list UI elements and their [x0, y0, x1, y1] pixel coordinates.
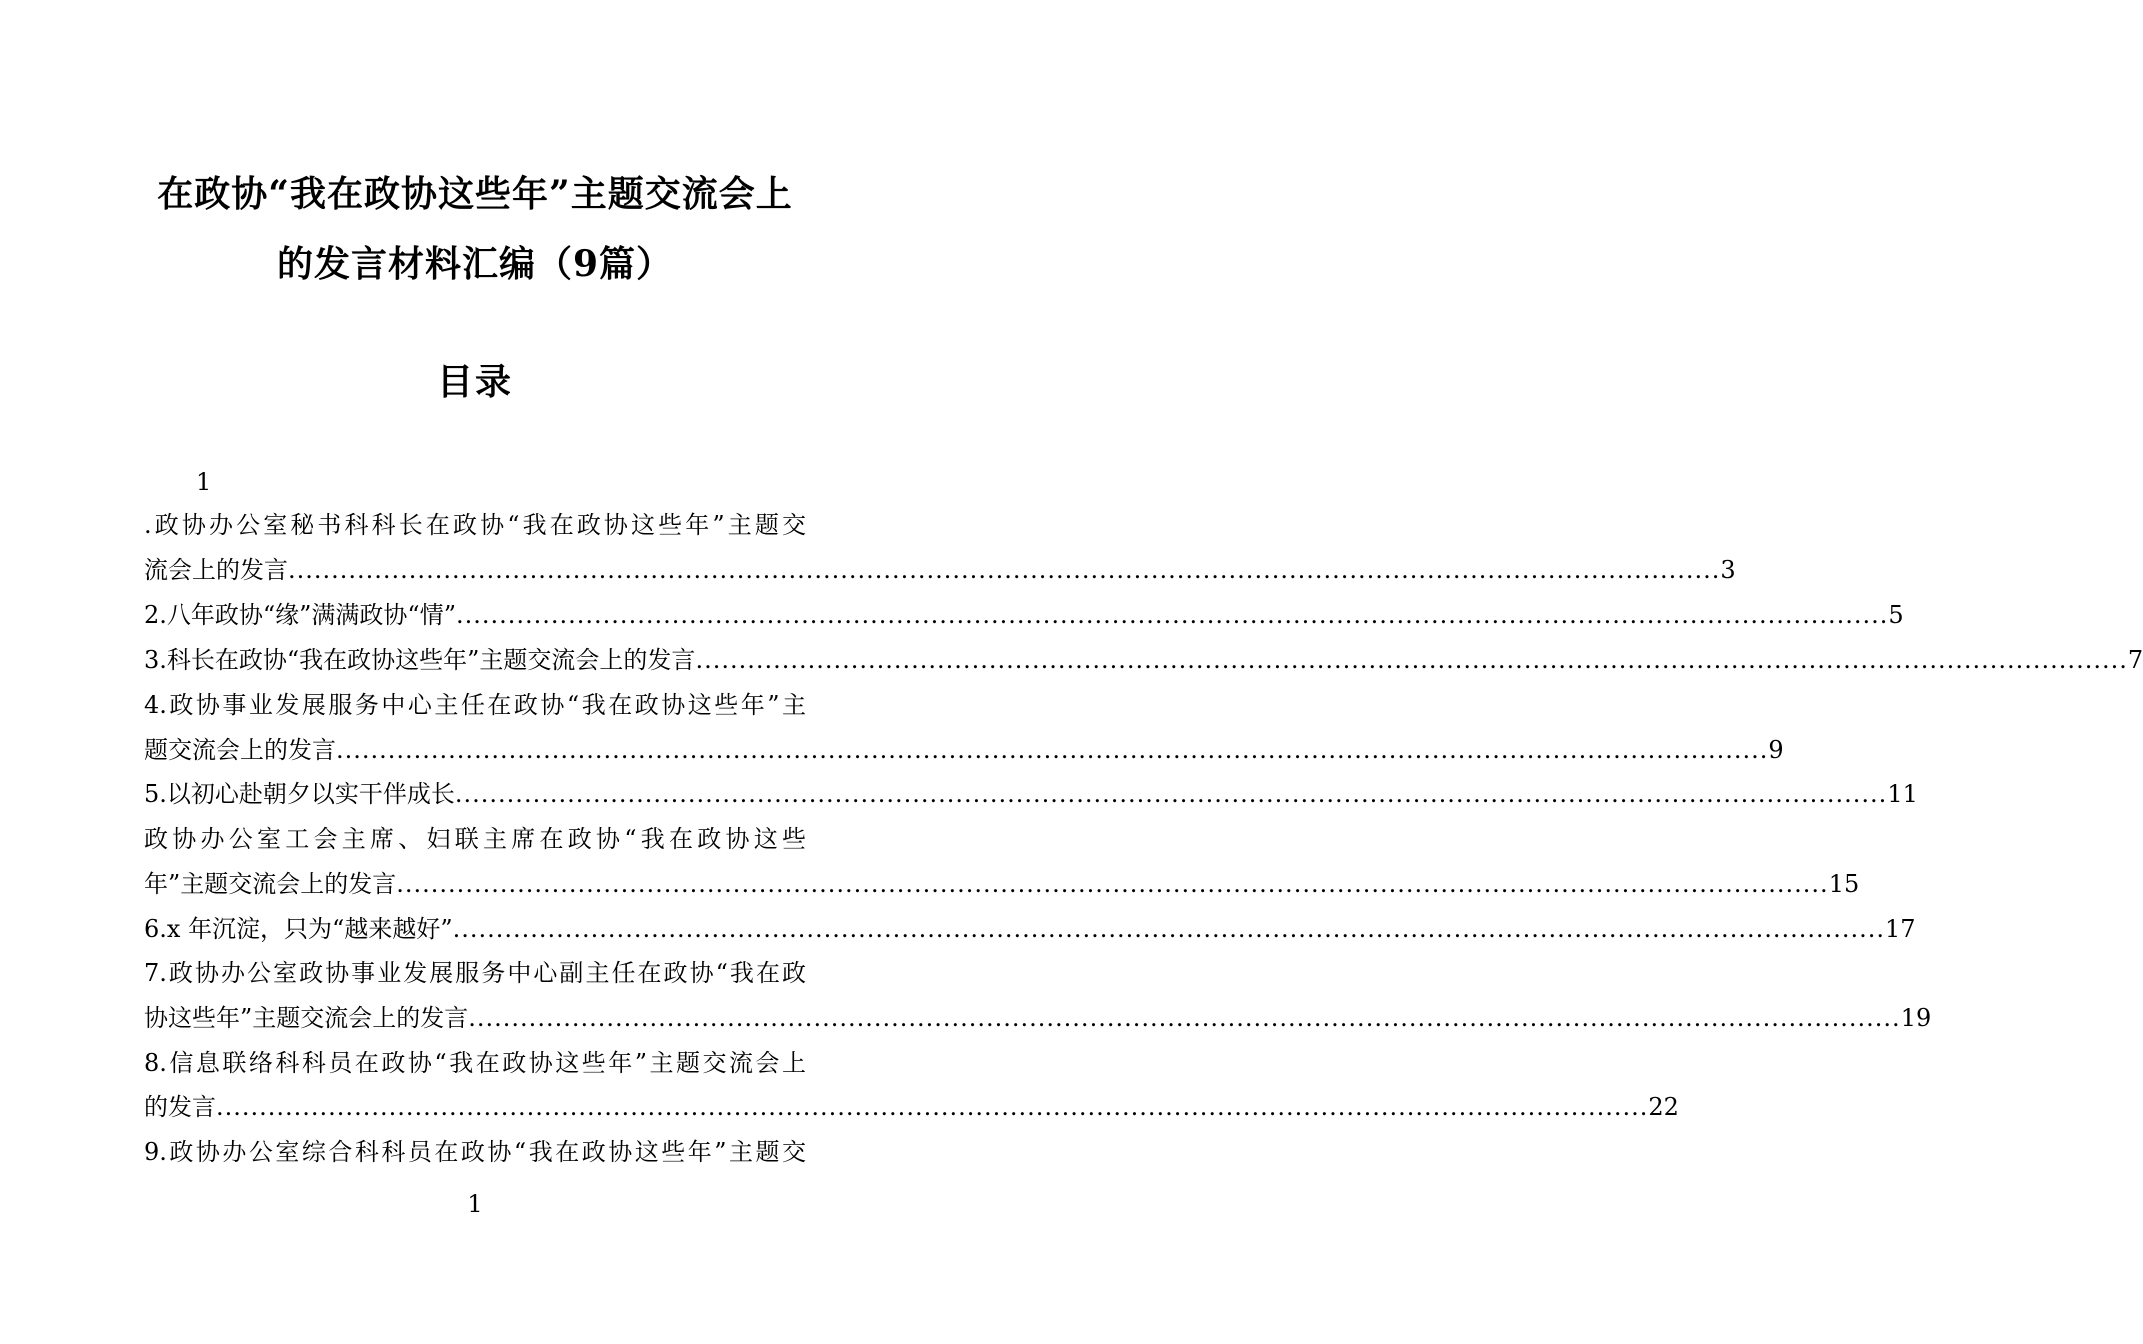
toc-dot-leader: ...................................................................................................................................................................... [396, 870, 1829, 898]
toc-entry-text: 流会上的发言 [144, 556, 288, 584]
toc-entry-text: 9.政协办公室综合科科员在政协“我在政协这些年”主题交 [144, 1138, 806, 1166]
page-number: 1 [467, 1190, 483, 1218]
toc-page-number: 22 [1648, 1093, 1679, 1121]
toc-entry-line[interactable] [144, 552, 1736, 588]
toc-entry-text: 6.x 年沉淀，只为“越来越好” [144, 915, 453, 943]
toc-entry-line[interactable] [144, 1134, 806, 1170]
toc-entry-text: 年”主题交流会上的发言 [144, 870, 397, 898]
toc-entry-line[interactable] [144, 776, 1918, 812]
toc-entry-line[interactable] [144, 955, 806, 991]
toc-page-number: 5 [1888, 601, 1904, 629]
toc-entry-text: 协这些年”主题交流会上的发言 [144, 1004, 469, 1032]
document-title-line-2: 的发言材料汇编（9篇） [276, 243, 674, 285]
toc-dot-leader: ...................................................................................................................................................................... [288, 556, 1721, 584]
document-title-line-1: 在政协“我在政协这些年”主题交流会上 [157, 173, 793, 215]
toc-entry-line[interactable] [144, 1000, 1932, 1036]
toc-page-number: 9 [1768, 736, 1784, 764]
toc-dot-leader: ...................................................................................................................................................................... [336, 736, 1769, 764]
toc-entry-line[interactable] [144, 1045, 806, 1081]
toc-entry-line[interactable] [144, 1089, 1679, 1125]
toc-heading: 目录 [436, 361, 513, 403]
toc-entry-text: 4.政协事业发展服务中心主任在政协“我在政协这些年”主 [144, 691, 806, 719]
toc-page-number: 3 [1720, 556, 1736, 584]
toc-page-number: 15 [1828, 870, 1860, 898]
toc-entry-line[interactable] [144, 597, 1904, 633]
toc-dot-leader: ...................................................................................................................................................................... [216, 1093, 1649, 1121]
toc-entry-text: 5.以初心赴朝夕以实干伴成长 [144, 780, 455, 808]
toc-page-number: 17 [1885, 915, 1916, 943]
toc-dot-leader: ...................................................................................................................................................................... [454, 780, 1888, 808]
toc-page-number: 19 [1900, 1004, 1932, 1032]
toc-page-number: 11 [1887, 780, 1918, 808]
toc-dot-leader: ...................................................................................................................................................................... [695, 646, 2128, 674]
toc-entry-line[interactable] [144, 642, 2143, 678]
toc-entry-line[interactable] [144, 507, 806, 543]
toc-page-number: 7 [2127, 646, 2143, 674]
toc-prefix-number: 1 [196, 468, 212, 496]
toc-entry-text: 政协办公室工会主席、妇联主席在政协“我在政协这些 [144, 825, 806, 853]
toc-entry-text: .政协办公室秘书科科长在政协“我在政协这些年”主题交 [144, 511, 806, 539]
toc-entry-text: 7.政协办公室政协事业发展服务中心副主任在政协“我在政 [144, 959, 806, 987]
toc-entry-line[interactable] [144, 911, 1916, 947]
toc-entry-line[interactable] [144, 687, 806, 723]
toc-entry-line[interactable] [144, 732, 1784, 768]
toc-entry-text: 8.信息联络科科员在政协“我在政协这些年”主题交流会上 [144, 1049, 806, 1077]
toc-entry-text: 2.八年政协“缘”满满政协“情” [144, 601, 456, 629]
toc-entry-text: 的发言 [144, 1093, 216, 1121]
toc-entry-text: 题交流会上的发言 [144, 736, 336, 764]
toc-entry-line[interactable] [144, 866, 1860, 902]
toc-dot-leader: ...................................................................................................................................................................... [468, 1004, 1901, 1032]
toc-entry-text: 3.科长在政协“我在政协这些年”主题交流会上的发言 [144, 646, 696, 674]
toc-dot-leader: ...................................................................................................................................................................... [455, 601, 1889, 629]
toc-dot-leader: ...................................................................................................................................................................... [452, 915, 1886, 943]
toc-entry-line[interactable] [144, 821, 806, 857]
